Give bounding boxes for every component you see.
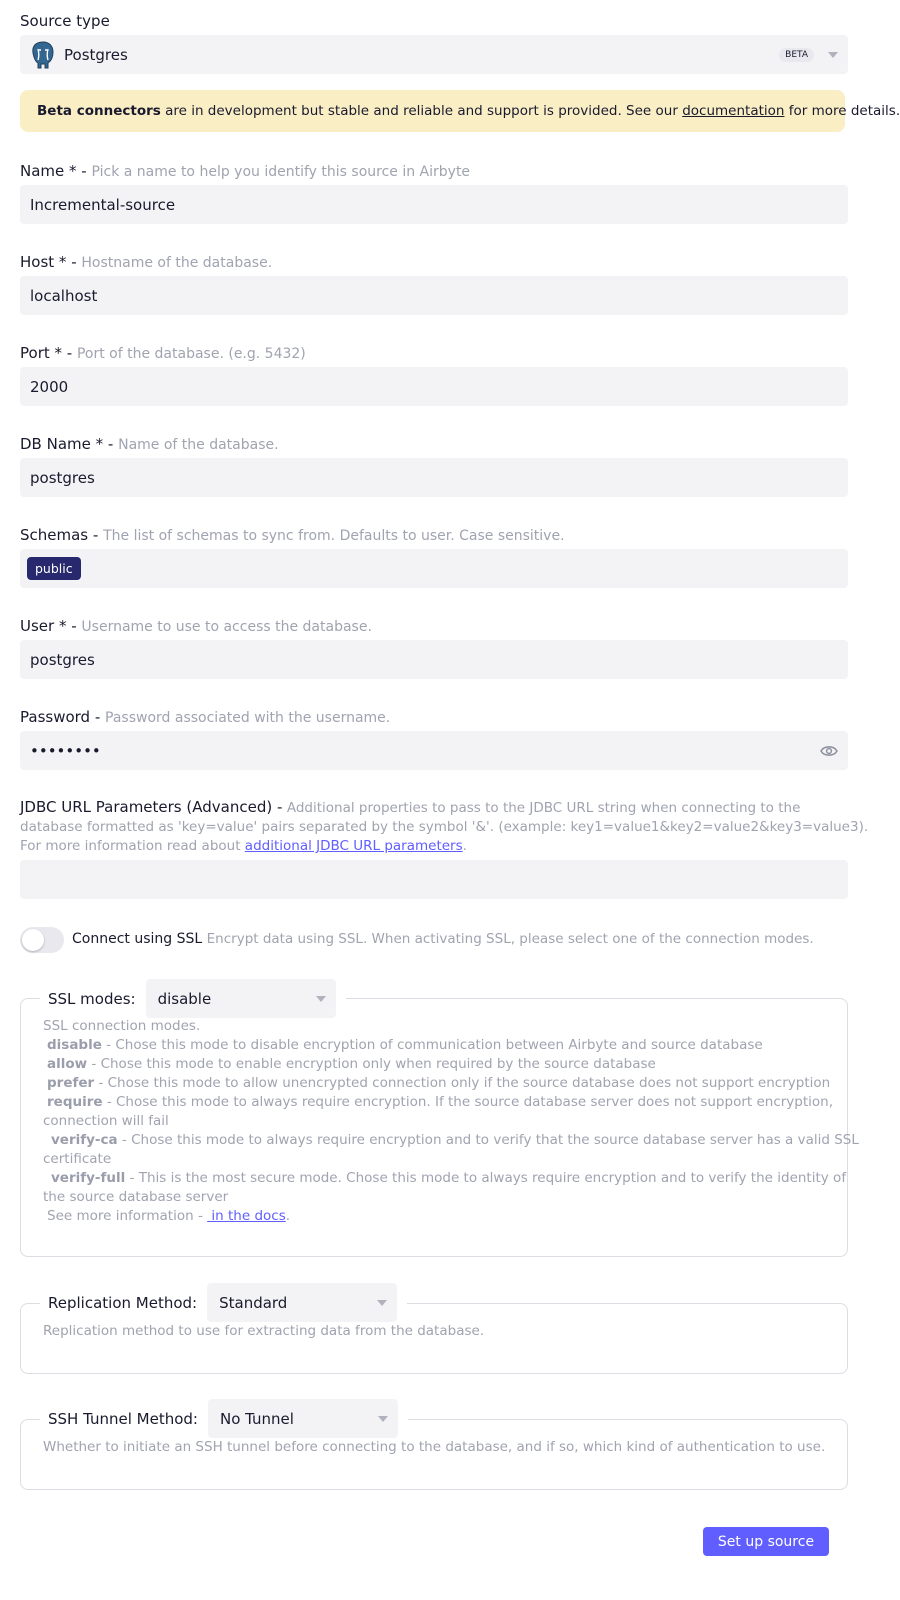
schemas-label-row [20,526,565,544]
password-label-row [20,708,390,726]
ssl-mode-name: prefer [47,1075,95,1091]
ssl-modes-select[interactable] [146,979,336,1018]
password-label: Password - [20,708,101,726]
beta-banner-bold: Beta connectors [37,103,161,119]
ssl-mode-name: allow [47,1056,88,1072]
replication-label: Replication Method: [48,1293,198,1312]
port-label-row [20,344,306,362]
schemas-label: Schemas - [20,526,99,544]
ssl-toggle-label: Connect using SSL [72,931,203,947]
ssh-label: SSH Tunnel Method: [48,1409,198,1428]
replication-legend [40,1283,407,1322]
name-label-row [20,162,470,180]
user-label: User * - [20,617,77,635]
jdbc-hint-line1: Additional properties to pass to the JDBC URL string when connecting to the [286,800,801,816]
db-name-input[interactable]: postgres [20,458,848,497]
ssl-toggle[interactable] [20,927,64,953]
db-name-hint: Name of the database. [118,437,279,453]
documentation-link[interactable]: documentation [682,103,785,119]
ssl-mode-text: - Chose this mode to always require encryption and to verify that the source database server has a valid SSL [117,1132,859,1148]
port-hint: Port of the database. (e.g. 5432) [76,346,306,362]
beta-badge: BETA [779,48,814,62]
jdbc-label-block [20,798,869,856]
db-name-label-row [20,435,279,453]
replication-desc: Replication method to use for extracting data from the database. [43,1323,485,1339]
source-type-select[interactable] [20,35,848,74]
name-input[interactable]: Incremental-source [20,185,848,224]
host-input[interactable]: localhost [20,276,848,315]
ssl-mode-text: connection will fail [43,1113,169,1129]
ssh-select[interactable] [208,1399,398,1438]
jdbc-hint-line2: database formatted as 'key=value' pairs separated by the symbol '&'. (example: key1=value1&key2=value2&key3=value3). [20,819,869,835]
chevron-down-icon [316,996,326,1002]
source-type-label: Source type [20,12,110,30]
host-hint: Hostname of the database. [81,255,273,271]
port-label: Port * - [20,344,73,362]
ssl-mode-text: certificate [43,1151,112,1167]
postgres-elephant-icon [30,41,56,69]
user-input[interactable]: postgres [20,640,848,679]
ssh-selected: No Tunnel [219,1409,294,1428]
ssl-toggle-text [72,931,814,947]
ssl-more-suffix: . [285,1208,291,1224]
host-label: Host * - [20,253,77,271]
ssl-mode-text: - Chose this mode to allow unencrypted connection only if the source database does not support encryption [94,1075,831,1091]
replication-selected: Standard [219,1293,288,1312]
jdbc-label: JDBC URL Parameters (Advanced) - [20,798,283,816]
chevron-down-icon [377,1300,387,1306]
ssl-mode-name: verify-full [51,1170,126,1186]
chevron-down-icon [378,1416,388,1422]
jdbc-params-link[interactable]: additional JDBC URL parameters [244,838,463,854]
ssl-mode-text: - Chose this mode to disable encryption of communication between Airbyte and source database [101,1037,763,1053]
eye-icon[interactable] [820,744,838,758]
ssh-desc: Whether to initiate an SSH tunnel before connecting to the database, and if so, which kind of authentication to use. [43,1439,826,1455]
password-value: •••••••• [30,741,101,760]
ssh-legend [40,1399,408,1438]
schema-tag[interactable]: public [27,557,81,580]
ssl-modes-description [43,1017,859,1226]
ssl-mode-text: - Chose this mode to enable encryption only when required by the source database [87,1056,656,1072]
set-up-source-button[interactable]: Set up source [703,1527,829,1556]
ssl-docs-link[interactable]: in the docs [207,1208,286,1224]
schemas-hint: The list of schemas to sync from. Defaults to user. Case sensitive. [103,528,565,544]
name-label: Name * - [20,162,87,180]
ssl-mode-text: - Chose this mode to always require encryption. If the source database server does not support encryption, [102,1094,834,1110]
user-label-row [20,617,372,635]
ssl-mode-text: the source database server [43,1189,229,1205]
ssl-toggle-hint: Encrypt data using SSL. When activating SSL, please select one of the connection modes. [206,931,814,947]
ssl-mode-text: - This is the most secure mode. Chose this mode to always require encryption and to verify the identity of [125,1170,847,1186]
jdbc-hint-line3: For more information read about [20,838,245,854]
port-input[interactable]: 2000 [20,367,848,406]
beta-banner-suffix: for more details. [784,103,900,119]
beta-banner-text: are in development but stable and reliable and support is provided. See our [160,103,683,119]
replication-select[interactable] [207,1283,397,1322]
password-input[interactable] [20,731,848,770]
jdbc-hint-end: . [462,838,467,854]
jdbc-input[interactable] [20,860,848,899]
db-name-label: DB Name * - [20,435,114,453]
source-type-value: Postgres [64,45,128,64]
ssl-mode-name: verify-ca [51,1132,118,1148]
ssl-more-prefix: See more information - [47,1208,208,1224]
user-hint: Username to use to access the database. [81,619,372,635]
ssl-toggle-knob [22,929,44,951]
chevron-down-icon [828,52,838,58]
ssl-mode-name: require [47,1094,103,1110]
schemas-input[interactable] [20,549,848,588]
ssl-mode-name: disable [47,1037,102,1053]
ssl-modes-intro: SSL connection modes. [43,1018,201,1034]
ssl-modes-legend [40,979,346,1018]
password-hint: Password associated with the username. [105,710,391,726]
ssl-modes-label: SSL modes: [48,989,136,1008]
host-label-row [20,253,272,271]
ssl-modes-selected: disable [157,989,212,1008]
beta-banner [20,90,900,132]
name-hint: Pick a name to help you identify this source in Airbyte [91,164,471,180]
